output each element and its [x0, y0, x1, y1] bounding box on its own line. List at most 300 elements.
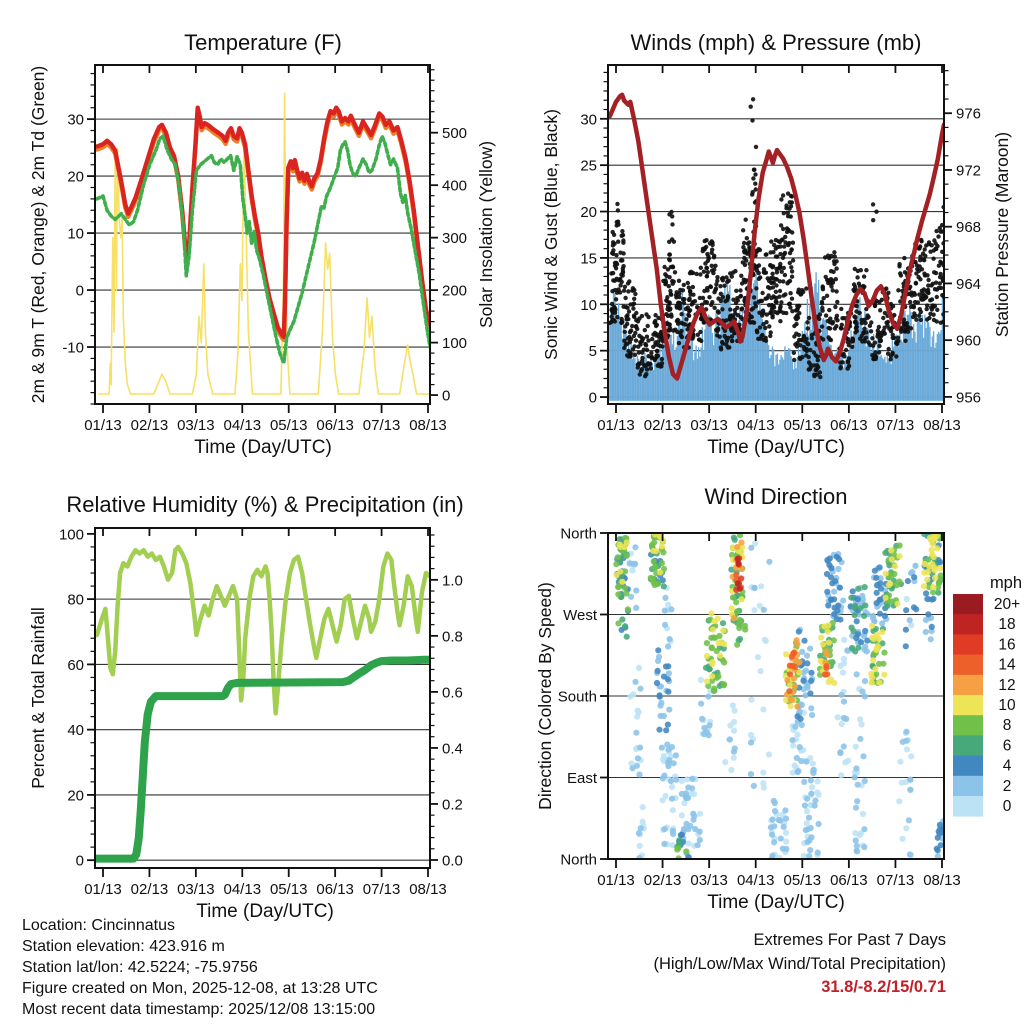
- gust-dot: [807, 367, 811, 371]
- humidity-title: Relative Humidity (%) & Precipitation (in): [66, 492, 464, 517]
- direction-dot: [871, 636, 877, 642]
- gust-dot: [623, 285, 627, 289]
- direction-dot: [617, 536, 623, 542]
- figure-created: Figure created on Mon, 2025-12-08, at 13:28 UTC: [22, 980, 378, 997]
- gust-dot: [792, 351, 796, 355]
- gust-dot: [787, 241, 791, 245]
- x-tick-label: 04/13: [736, 872, 775, 889]
- gust-dot: [769, 276, 773, 280]
- gust-dot: [925, 273, 929, 277]
- gust-dot: [871, 218, 875, 222]
- gust-dot: [667, 302, 671, 306]
- gust-dot: [764, 339, 768, 343]
- gust-dot: [839, 307, 843, 311]
- direction-dot: [742, 623, 748, 629]
- gust-dot: [790, 230, 794, 234]
- direction-dot: [922, 561, 928, 567]
- x-tick-label: 05/13: [269, 881, 308, 898]
- gust-dot: [718, 335, 722, 339]
- direction-dot: [840, 670, 846, 676]
- gust-dot: [619, 258, 623, 262]
- gust-dot: [688, 308, 692, 312]
- gust-dot: [655, 349, 659, 353]
- direction-dot: [679, 812, 685, 818]
- gust-dot: [827, 256, 831, 260]
- gust-dot: [934, 229, 938, 233]
- gust-dot: [865, 316, 869, 320]
- gust-dot: [709, 285, 713, 289]
- left-tick-label: 10: [580, 296, 597, 314]
- x-tick-label: 03/13: [177, 417, 215, 434]
- direction-dot: [709, 659, 715, 665]
- speed-colorbar: [953, 574, 1022, 817]
- direction-dot: [935, 847, 941, 853]
- direction-dot: [727, 722, 733, 728]
- direction-dot: [925, 611, 931, 617]
- direction-dot: [849, 645, 855, 651]
- direction-dot: [659, 560, 665, 566]
- direction-dot: [795, 768, 801, 774]
- direction-dot: [701, 731, 707, 737]
- gust-dot: [649, 351, 653, 355]
- direction-dot: [781, 824, 787, 830]
- gust-dot: [770, 272, 774, 276]
- x-tick-label: 08/13: [409, 417, 447, 434]
- direction-dot: [796, 629, 802, 635]
- gust-dot: [611, 230, 615, 234]
- gust-dot: [757, 271, 761, 275]
- direction-dot: [623, 590, 629, 596]
- direction-dot: [855, 586, 861, 592]
- gust-dot: [705, 300, 709, 304]
- gust-dot: [868, 343, 872, 347]
- gust-dot: [930, 297, 934, 301]
- direction-dot: [857, 736, 863, 742]
- gust-dot: [615, 315, 619, 319]
- gust-dot: [778, 244, 782, 248]
- gust-dot: [741, 260, 745, 264]
- left-tick-label: North: [560, 525, 597, 543]
- x-tick-label: 04/13: [223, 417, 262, 434]
- direction-dot: [738, 549, 744, 555]
- gust-dot: [741, 228, 745, 232]
- direction-dot: [894, 601, 900, 607]
- gust-dot: [918, 264, 922, 268]
- gust-dot: [686, 281, 690, 285]
- gust-dot: [669, 210, 673, 214]
- direction-dot: [690, 811, 696, 817]
- gust-dot: [753, 182, 757, 186]
- gust-dot: [665, 295, 669, 299]
- direction-dot: [673, 777, 679, 783]
- direction-dot: [783, 838, 789, 844]
- gust-dot: [639, 369, 643, 373]
- gust-dot: [892, 336, 896, 340]
- colorbar-swatch: [953, 776, 983, 797]
- gust-dot: [675, 290, 679, 294]
- gust-dot: [611, 248, 615, 252]
- direction-dot: [860, 753, 866, 759]
- gust-dot: [935, 244, 939, 248]
- gust-dot: [782, 252, 786, 256]
- direction-dot: [686, 840, 692, 846]
- direction-dot: [738, 526, 744, 532]
- x-tick-label: 08/13: [923, 417, 961, 434]
- gust-dot: [820, 306, 824, 310]
- direction-dot: [758, 668, 764, 674]
- direction-dot: [931, 565, 937, 571]
- direction-dot: [841, 656, 847, 662]
- x-tick-label: 04/13: [736, 417, 775, 434]
- gust-dot: [770, 308, 774, 312]
- x-tick-label: 06/13: [830, 872, 868, 889]
- direction-dot: [655, 658, 661, 664]
- direction-dot: [861, 844, 867, 850]
- direction-dot: [630, 691, 636, 697]
- gust-dot: [808, 362, 812, 366]
- gust-dot: [724, 318, 728, 322]
- gust-dot: [805, 341, 809, 345]
- gust-dot: [784, 311, 788, 315]
- direction-dot: [921, 531, 927, 537]
- wind-direction-plot-area: [558, 526, 961, 890]
- direction-dot: [883, 571, 889, 577]
- gust-dot: [663, 278, 667, 282]
- gust-dot: [899, 273, 903, 277]
- direction-dot: [935, 835, 941, 841]
- direction-dot: [903, 607, 909, 613]
- gust-dot: [720, 340, 724, 344]
- direction-dot: [854, 671, 860, 677]
- gust-dot: [840, 316, 844, 320]
- colorbar-swatch: [953, 735, 983, 756]
- colorbar-label: 8: [1002, 717, 1012, 735]
- direction-dot: [903, 729, 909, 735]
- gust-dot: [798, 357, 802, 361]
- gust-dot: [678, 331, 682, 335]
- gust-dot: [656, 316, 660, 320]
- direction-dot: [633, 588, 639, 594]
- direction-dot: [881, 672, 887, 678]
- direction-dot: [874, 590, 880, 596]
- direction-dot: [803, 827, 809, 833]
- gust-dot: [763, 326, 767, 330]
- winds-xlabel: Time (Day/UTC): [707, 437, 845, 458]
- direction-dot: [777, 818, 783, 824]
- direction-dot: [862, 602, 868, 608]
- left-tick-label: 100: [58, 526, 84, 544]
- direction-dot: [701, 725, 707, 731]
- gust-dot: [757, 300, 761, 304]
- direction-dot: [892, 563, 898, 569]
- gust-dot: [710, 268, 714, 272]
- gust-dot: [924, 289, 928, 293]
- direction-dot: [905, 578, 911, 584]
- direction-dot: [876, 680, 882, 686]
- gust-dot: [760, 333, 764, 337]
- gust-dot: [816, 365, 820, 369]
- direction-dot: [831, 680, 837, 686]
- gust-dot: [797, 304, 801, 308]
- gust-dot: [788, 279, 792, 283]
- left-tick-label: 25: [580, 157, 597, 175]
- series-wind-direction-scatter: [613, 526, 946, 861]
- direction-dot: [751, 585, 757, 591]
- gust-dot: [921, 257, 925, 261]
- gust-dot: [751, 176, 755, 180]
- gust-dot: [704, 266, 708, 270]
- gust-dot: [645, 335, 649, 339]
- gust-dot: [625, 313, 629, 317]
- direction-dot: [809, 784, 815, 790]
- direction-dot: [804, 759, 810, 765]
- gust-dot: [683, 322, 687, 326]
- gust-dot: [788, 291, 792, 295]
- direction-dot: [828, 597, 834, 603]
- direction-dot: [760, 780, 766, 786]
- winds-pressure-chart: [541, 30, 1012, 458]
- gust-dot: [760, 291, 764, 295]
- gust-dot: [831, 288, 835, 292]
- gust-dot: [918, 277, 922, 281]
- right-tick-label: 964: [956, 275, 982, 293]
- gust-dot: [855, 329, 859, 333]
- gust-dot: [783, 273, 787, 277]
- gust-dot: [758, 325, 762, 329]
- direction-dot: [772, 808, 778, 814]
- gust-dot: [855, 275, 859, 279]
- gust-dot: [781, 227, 785, 231]
- direction-dot: [937, 565, 943, 571]
- gust-dot: [936, 234, 940, 238]
- gust-dot: [877, 344, 881, 348]
- gust-dot: [790, 269, 794, 273]
- gust-dot: [790, 297, 794, 301]
- gust-dot: [883, 332, 887, 336]
- gust-dot: [726, 345, 730, 349]
- gust-dot: [925, 307, 929, 311]
- x-tick-label: 05/13: [783, 872, 822, 889]
- gust-dot: [854, 309, 858, 313]
- gust-dot: [818, 370, 822, 374]
- direction-dot: [869, 675, 875, 681]
- winds-left-axis-label: Sonic Wind & Gust (Blue, Black): [541, 109, 561, 360]
- direction-dot: [897, 542, 903, 548]
- direction-dot: [657, 692, 663, 698]
- wind-direction-title: Wind Direction: [704, 484, 848, 509]
- gust-dot: [631, 306, 635, 310]
- gust-dot: [789, 247, 793, 251]
- direction-dot: [879, 620, 885, 626]
- left-tick-label: South: [557, 688, 597, 706]
- gust-dot: [878, 308, 882, 312]
- gust-dot: [787, 207, 791, 211]
- direction-dot: [794, 641, 800, 647]
- series-relative-humidity: [97, 547, 430, 713]
- gust-dot: [874, 210, 878, 214]
- direction-dot: [766, 751, 772, 757]
- gust-dot: [691, 285, 695, 289]
- gust-dot: [810, 333, 814, 337]
- direction-dot: [708, 610, 714, 616]
- direction-dot: [853, 838, 859, 844]
- gust-dot: [610, 289, 614, 293]
- gust-dot: [681, 288, 685, 292]
- gust-dot: [745, 236, 749, 240]
- direction-dot: [629, 765, 635, 771]
- gust-dot: [688, 271, 692, 275]
- gust-dot: [914, 281, 918, 285]
- gust-dot: [913, 293, 917, 297]
- series-group: [97, 93, 432, 394]
- direction-dot: [853, 744, 859, 750]
- direction-dot: [837, 663, 843, 669]
- recent-timestamp: Most recent data timestamp: 2025/12/08 13:15:00: [22, 1001, 376, 1018]
- right-tick-label: 0.4: [442, 740, 463, 758]
- gust-dot: [765, 312, 769, 316]
- direction-dot: [665, 722, 671, 728]
- gust-dot: [626, 349, 630, 353]
- direction-dot: [668, 778, 674, 784]
- gust-dot: [742, 249, 746, 253]
- gust-dot: [611, 311, 615, 315]
- gust-dot: [677, 341, 681, 345]
- gust-dot: [782, 211, 786, 215]
- direction-dot: [658, 713, 664, 719]
- gust-dot: [790, 200, 794, 204]
- left-tick-label: 80: [67, 591, 84, 609]
- direction-dot: [824, 671, 830, 677]
- direction-dot: [824, 571, 830, 577]
- gust-dot: [677, 295, 681, 299]
- direction-dot: [669, 796, 675, 802]
- gust-dot: [719, 347, 723, 351]
- gust-dot: [632, 334, 636, 338]
- direction-dot: [660, 775, 666, 781]
- gust-dot: [916, 300, 920, 304]
- gust-dot: [794, 332, 798, 336]
- gust-dot: [914, 271, 918, 275]
- gust-dot: [774, 246, 778, 250]
- gust-dot: [920, 289, 924, 293]
- gust-dot: [721, 295, 725, 299]
- direction-dot: [660, 797, 666, 803]
- direction-dot: [853, 635, 859, 641]
- direction-dot: [841, 637, 847, 643]
- direction-dot: [881, 650, 887, 656]
- gust-dot: [640, 350, 644, 354]
- colorbar-swatch: [953, 614, 983, 635]
- direction-dot: [698, 701, 704, 707]
- gust-dot: [668, 252, 672, 256]
- x-tick-label: 03/13: [690, 872, 728, 889]
- direction-dot: [930, 596, 936, 602]
- gust-dot: [912, 311, 916, 315]
- gust-dot: [864, 335, 868, 339]
- left-tick-label: 0: [75, 282, 84, 300]
- direction-dot: [855, 645, 861, 651]
- gust-dot: [775, 270, 779, 274]
- gust-dot: [729, 329, 733, 333]
- gust-dot: [753, 172, 757, 176]
- direction-dot: [802, 802, 808, 808]
- gust-dot: [644, 343, 648, 347]
- gust-dot: [625, 341, 629, 345]
- direction-dot: [800, 678, 806, 684]
- direction-dot: [717, 653, 723, 659]
- direction-dot: [766, 559, 772, 565]
- direction-dot: [789, 654, 795, 660]
- gust-dot: [792, 358, 796, 362]
- wind-direction-chart: [535, 484, 1022, 913]
- gust-dot: [611, 271, 615, 275]
- gust-dot: [932, 238, 936, 242]
- direction-dot: [697, 829, 703, 835]
- gust-dot: [781, 193, 785, 197]
- gust-dot: [919, 318, 923, 322]
- direction-dot: [837, 585, 843, 591]
- right-tick-label: 968: [956, 219, 982, 237]
- direction-dot: [637, 843, 643, 849]
- gust-dot: [668, 328, 672, 332]
- direction-dot: [852, 612, 858, 618]
- gust-dot: [781, 279, 785, 283]
- gust-dot: [734, 289, 738, 293]
- gust-dot: [630, 324, 634, 328]
- direction-dot: [900, 739, 906, 745]
- direction-dot: [731, 615, 737, 621]
- gust-dot: [766, 285, 770, 289]
- gust-dot: [762, 270, 766, 274]
- direction-dot: [627, 561, 633, 567]
- gust-dot: [718, 284, 722, 288]
- gust-dot: [903, 329, 907, 333]
- gust-dot: [863, 339, 867, 343]
- gust-dot: [687, 297, 691, 301]
- direction-dot: [711, 686, 717, 692]
- gust-dot: [646, 315, 650, 319]
- direction-dot: [799, 722, 805, 728]
- gust-dot: [812, 374, 816, 378]
- gust-dot: [771, 250, 775, 254]
- gust-dot: [921, 297, 925, 301]
- gust-dot: [619, 320, 623, 324]
- colorbar-swatch: [953, 655, 983, 676]
- gust-dot: [829, 338, 833, 342]
- direction-dot: [810, 767, 816, 773]
- gust-dot: [928, 250, 932, 254]
- gust-dot: [835, 300, 839, 304]
- direction-dot: [855, 596, 861, 602]
- direction-dot: [783, 651, 789, 657]
- gust-dot: [617, 278, 621, 282]
- direction-dot: [859, 689, 865, 695]
- gust-dot: [774, 300, 778, 304]
- gust-dot: [615, 202, 619, 206]
- gust-dot: [742, 241, 746, 245]
- gust-dot: [748, 314, 752, 318]
- direction-dot: [633, 605, 639, 611]
- gust-dot: [833, 326, 837, 330]
- direction-dot: [633, 730, 639, 736]
- direction-dot: [635, 708, 641, 714]
- x-tick-label: 07/13: [876, 872, 915, 889]
- direction-dot: [640, 804, 646, 810]
- gust-dot: [771, 264, 775, 268]
- x-tick-label: 06/13: [316, 881, 354, 898]
- gust-dot: [932, 318, 936, 322]
- gust-dot: [808, 348, 812, 352]
